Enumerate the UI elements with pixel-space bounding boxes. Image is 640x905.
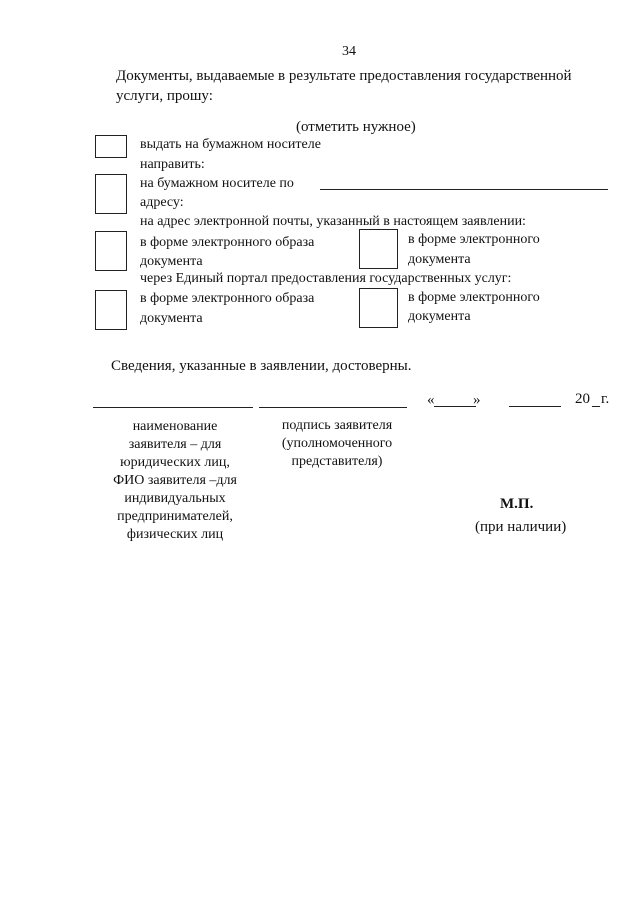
date-year-prefix: 20 — [575, 391, 590, 407]
applicant-name-caption — [95, 418, 255, 544]
date-open-quote: « — [427, 392, 435, 408]
portal-image-label-1: в форме электронного образа — [140, 291, 315, 306]
name-caption-line: юридических лиц, — [120, 455, 230, 470]
option-paper-address-label-1: на бумажном носителе по — [140, 176, 294, 191]
checkbox-paper-address[interactable] — [95, 174, 127, 214]
name-caption-line: наименование — [132, 419, 218, 434]
applicant-name-line[interactable] — [93, 407, 253, 408]
checkbox-portal-document[interactable] — [359, 288, 398, 328]
checkbox-email-document[interactable] — [359, 229, 398, 269]
name-caption-line: индивидуальных — [124, 491, 226, 506]
sign-caption-line: подпись заявителя — [281, 418, 393, 433]
send-label: направить: — [140, 157, 205, 172]
portal-document-label-2: документа — [408, 309, 471, 324]
confirmation-statement: Сведения, указанные в заявлении, достоверны. — [111, 358, 412, 374]
portal-image-label-2: документа — [140, 311, 203, 326]
sign-caption-line: представителя) — [291, 454, 383, 469]
date-year-line[interactable] — [592, 406, 600, 407]
date-close-quote: » — [473, 392, 481, 408]
intro-line-2: услуги, прошу: — [116, 88, 213, 104]
name-caption-line: предпринимателей, — [117, 509, 233, 524]
checkbox-email-image[interactable] — [95, 231, 127, 271]
name-caption-line: заявителя – для — [128, 437, 222, 452]
email-image-label-1: в форме электронного образа — [140, 235, 315, 250]
date-year-suffix: г. — [601, 391, 610, 407]
signature-caption — [262, 417, 412, 471]
mark-hint: (отметить нужное) — [296, 119, 416, 135]
email-image-label-2: документа — [140, 254, 203, 269]
intro-line-1: Документы, выдаваемые в результате предоставления государственной — [116, 68, 572, 84]
stamp-note: (при наличии) — [475, 519, 567, 535]
address-input-line[interactable] — [320, 189, 608, 190]
portal-heading: через Единый портал предоставления государственных услуг: — [140, 271, 512, 286]
checkbox-portal-image[interactable] — [95, 290, 127, 330]
checkbox-paper-issue[interactable] — [95, 135, 127, 158]
page-number: 34 — [342, 44, 356, 59]
name-caption-line: ФИО заявителя –для — [113, 473, 237, 488]
date-month-line[interactable] — [509, 406, 561, 407]
signature-line[interactable] — [259, 407, 407, 408]
date-day-line[interactable] — [434, 406, 476, 407]
option-paper-address-label-2: адресу: — [140, 195, 184, 210]
portal-document-label-1: в форме электронного — [408, 290, 540, 305]
name-caption-line: физических лиц — [126, 527, 224, 542]
stamp-place: М.П. — [500, 496, 534, 512]
email-document-label-2: документа — [408, 252, 471, 267]
option-paper-issue-label: выдать на бумажном носителе — [140, 137, 321, 152]
email-document-label-1: в форме электронного — [408, 232, 540, 247]
email-heading: на адрес электронной почты, указанный в настоящем заявлении: — [140, 214, 526, 229]
sign-caption-line: (уполномоченного — [281, 436, 393, 451]
